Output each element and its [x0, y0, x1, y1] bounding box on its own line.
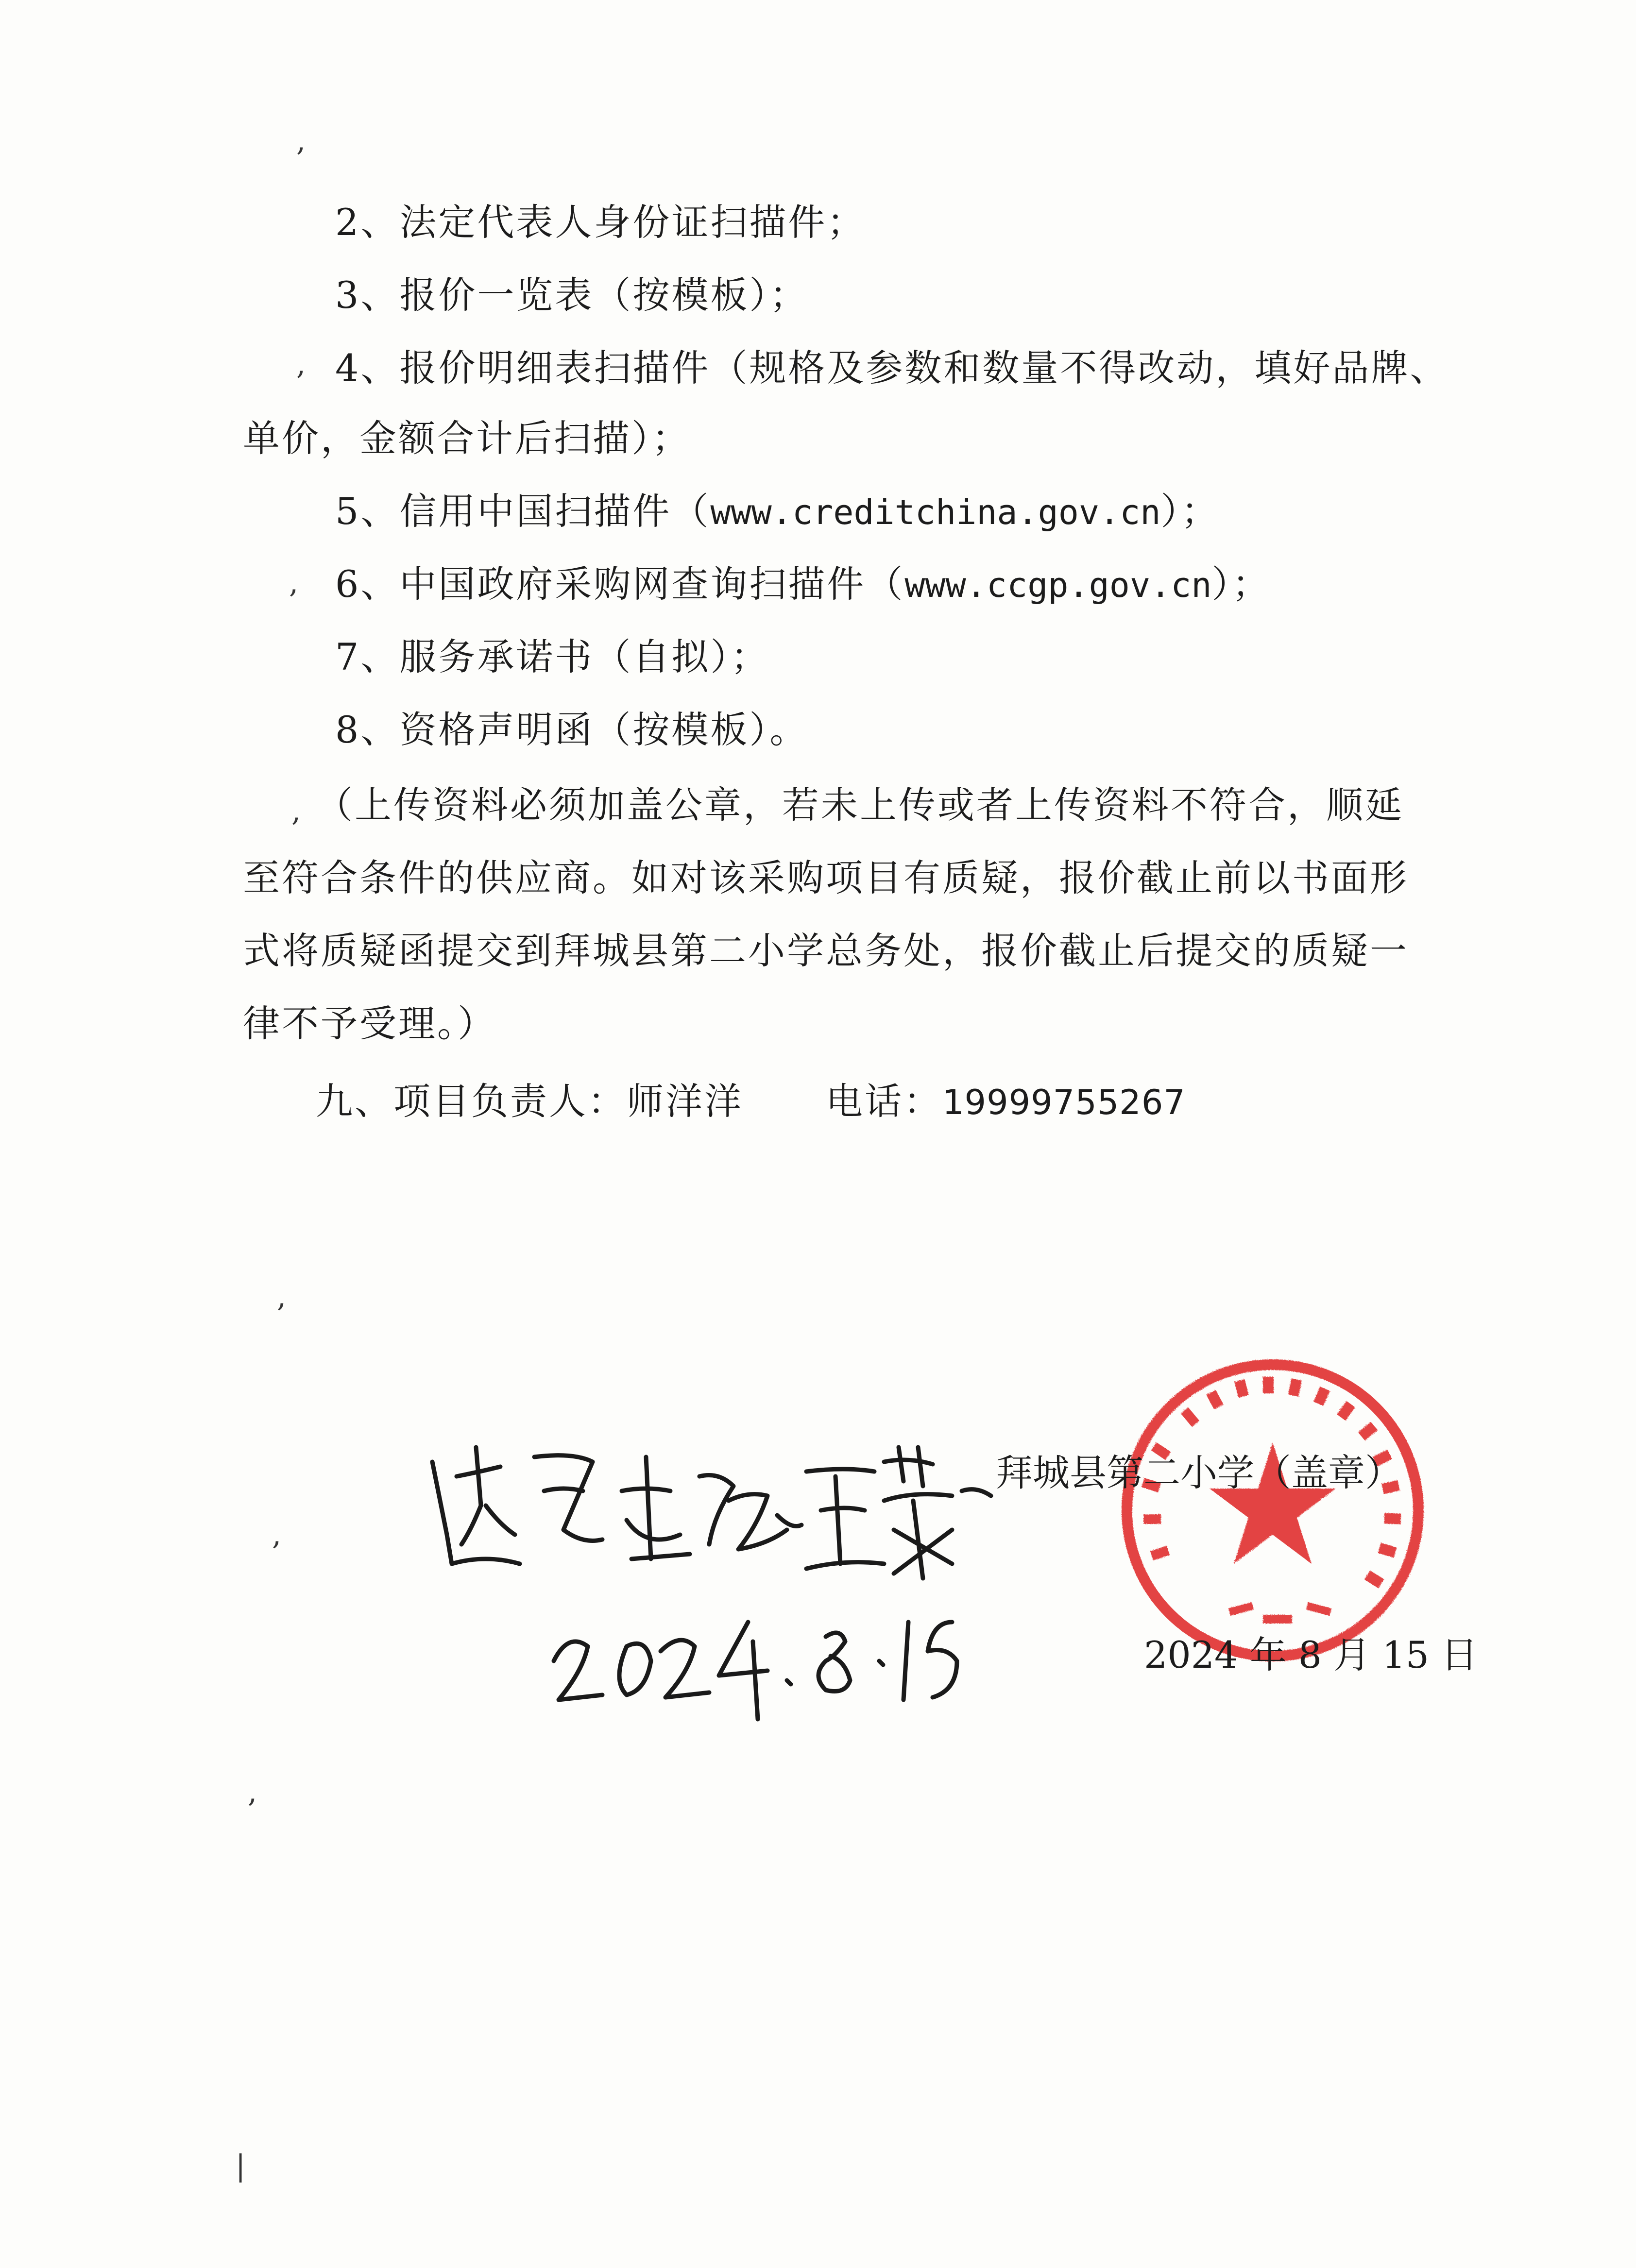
document-date: 2024 年 8 月 15 日 [1144, 1633, 1478, 1676]
scan-mark: , [296, 124, 306, 158]
handwritten-signature [418, 1418, 1030, 1729]
scan-mark: , [296, 347, 306, 381]
item-8: 8、资格声明函（按模板）。 [335, 708, 809, 751]
scan-mark: , [277, 1280, 287, 1314]
note-line-2: 至符合条件的供应商。如对该采购项目有质疑，报价截止前以书面形 [243, 856, 1409, 899]
item-5 [335, 490, 1220, 533]
item-4: 4、报价明细表扫描件（规格及参数和数量不得改动，填好品牌、 [335, 346, 1449, 389]
creditchina-url: www.creditchina.gov.cn [710, 492, 1161, 532]
ccgp-url: www.ccgp.gov.cn [904, 565, 1212, 605]
scan-mark: , [289, 566, 299, 600]
item-2: 2、法定代表人身份证扫描件； [335, 201, 866, 244]
scan-mark: , [272, 1518, 282, 1552]
item-4-cont: 单价，金额合计后扫描）； [243, 417, 691, 460]
note-line-1: （上传资料必须加盖公章，若未上传或者上传资料不符合，顺延 [316, 783, 1404, 827]
item-6-text: 6、中国政府采购网查询扫描件（ [335, 562, 905, 606]
scan-mark: | [236, 2149, 246, 2183]
item-6 [335, 562, 1271, 606]
contact-line [316, 1080, 1186, 1123]
scan-mark: , [291, 794, 301, 828]
item-5-end: ）； [1160, 490, 1220, 533]
note-line-4: 律不予受理。） [243, 1002, 496, 1045]
official-seal [1112, 1350, 1443, 1671]
item-5-text: 5、信用中国扫描件（ [335, 490, 711, 533]
item-3: 3、报价一览表（按模板）； [335, 273, 809, 317]
scan-mark: , [248, 1775, 257, 1809]
phone-number: 19999755267 [942, 1083, 1186, 1122]
note-line-3: 式将质疑函提交到拜城县第二小学总务处，报价截止后提交的质疑一 [243, 929, 1409, 972]
project-lead: 九、项目负责人：师洋洋 [316, 1080, 743, 1123]
item-6-end: ）； [1211, 562, 1271, 606]
item-7: 7、服务承诺书（自拟）； [335, 635, 770, 678]
phone-label: 电话： [826, 1080, 942, 1123]
stamp-line: 拜城县第二小学（盖章） [996, 1451, 1402, 1494]
